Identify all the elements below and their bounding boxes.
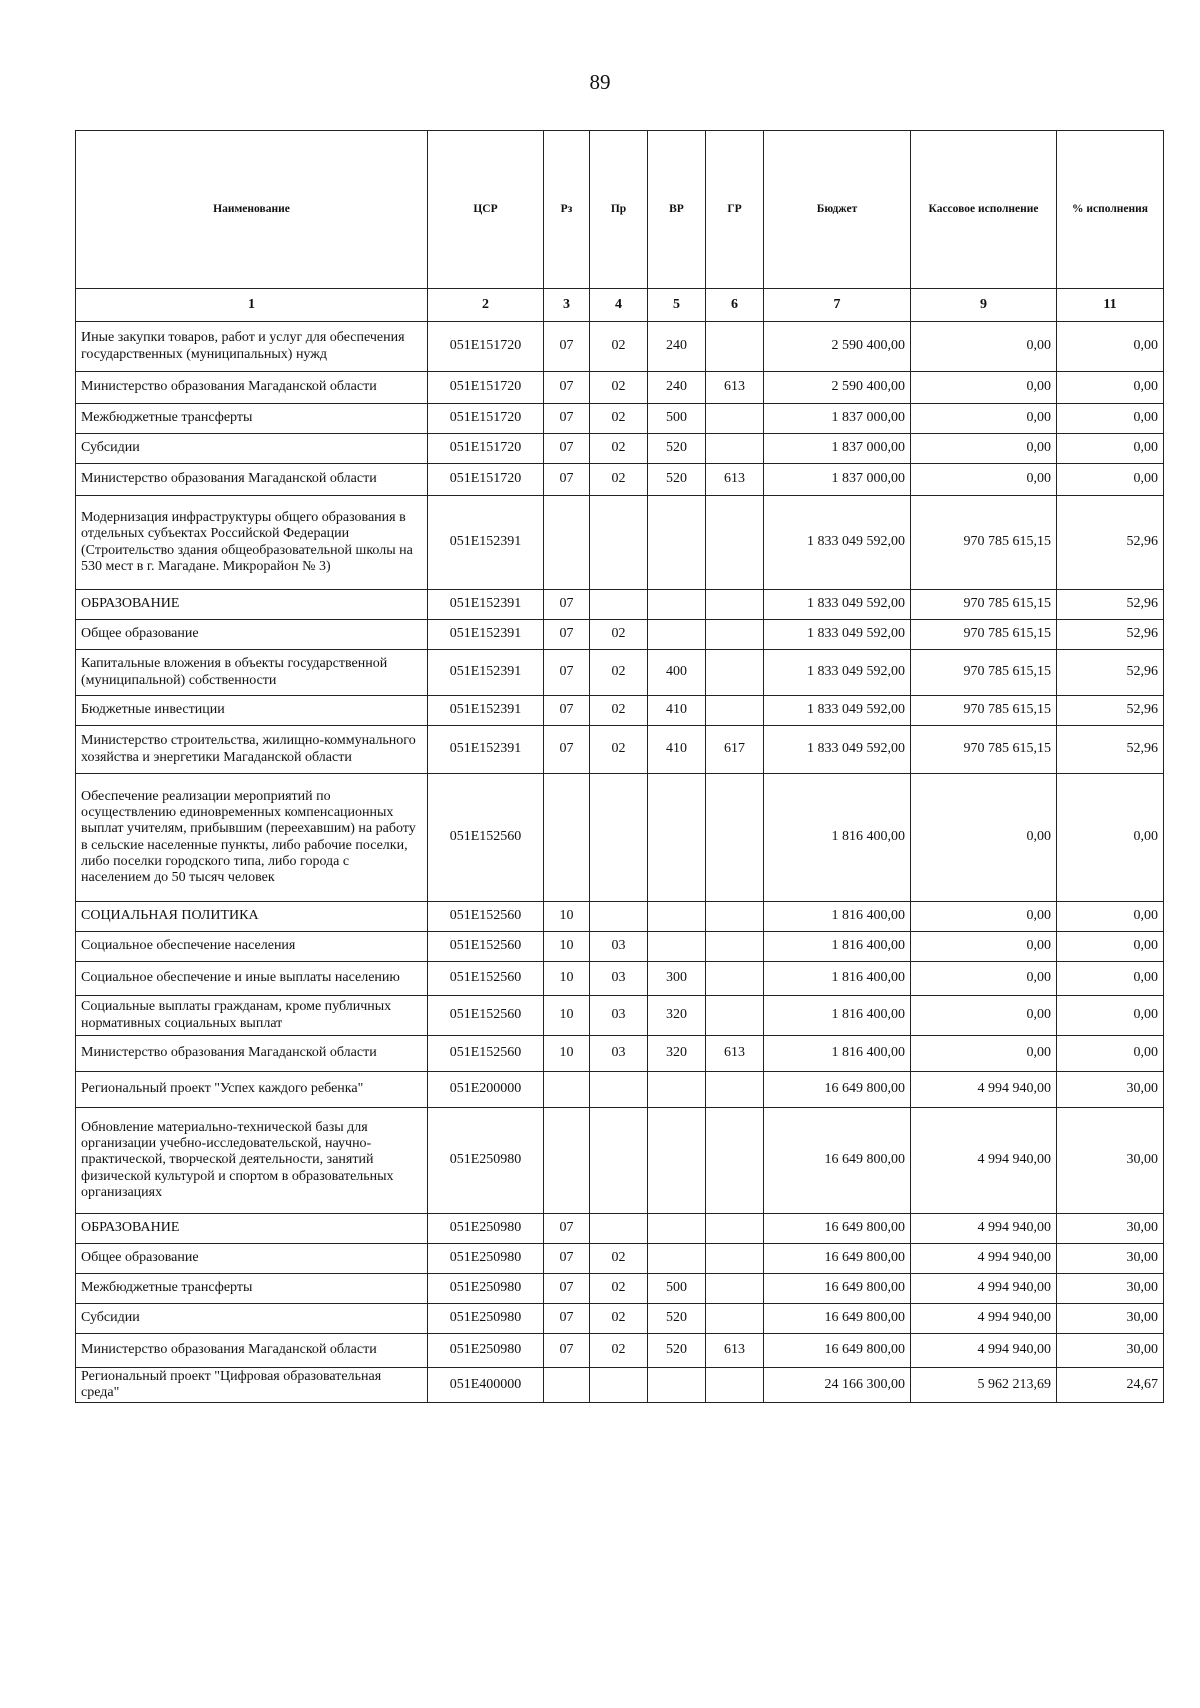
row-budget: 1 833 049 592,00: [764, 696, 911, 726]
row-vr: [648, 620, 706, 650]
row-rz: 07: [544, 464, 590, 496]
column-number: 3: [544, 289, 590, 322]
row-budget: 1 833 049 592,00: [764, 620, 911, 650]
row-pct: 30,00: [1057, 1274, 1164, 1304]
row-exec: 5 962 213,69: [911, 1368, 1057, 1403]
table-row: [76, 404, 1164, 434]
row-gr: [706, 1072, 764, 1108]
row-name: Модернизация инфраструктуры общего образования в отдельных субъектах Российской Федерации (Строительство здания общеобразовательной школы на 530 мест в г. Магадане. Микрорайон № 3): [76, 496, 428, 590]
column-number: 7: [764, 289, 911, 322]
header-pct: % исполнения: [1057, 131, 1164, 289]
row-rz: 07: [544, 1274, 590, 1304]
table-row: [76, 1334, 1164, 1368]
table-row: [76, 962, 1164, 996]
row-vr: 520: [648, 434, 706, 464]
table-body: [76, 322, 1164, 1403]
row-pct: 30,00: [1057, 1244, 1164, 1274]
row-rz: 07: [544, 434, 590, 464]
row-rz: 10: [544, 996, 590, 1036]
row-budget: 2 590 400,00: [764, 372, 911, 404]
row-budget: 16 649 800,00: [764, 1214, 911, 1244]
header-pr: Пр: [590, 131, 648, 289]
row-pct: 0,00: [1057, 322, 1164, 372]
row-rz: 10: [544, 932, 590, 962]
row-exec: 4 994 940,00: [911, 1214, 1057, 1244]
row-csr: 051E151720: [428, 434, 544, 464]
row-gr: [706, 962, 764, 996]
row-name: Социальные выплаты гражданам, кроме публичных нормативных социальных выплат: [76, 996, 428, 1036]
row-budget: 16 649 800,00: [764, 1244, 911, 1274]
row-gr: [706, 1244, 764, 1274]
row-pct: 30,00: [1057, 1334, 1164, 1368]
row-pr: 02: [590, 404, 648, 434]
row-gr: [706, 1108, 764, 1214]
row-vr: 500: [648, 1274, 706, 1304]
table-row: [76, 496, 1164, 590]
row-pct: 0,00: [1057, 372, 1164, 404]
row-pct: 0,00: [1057, 932, 1164, 962]
row-csr: 051E152391: [428, 620, 544, 650]
row-vr: 400: [648, 650, 706, 696]
table-row: [76, 620, 1164, 650]
row-exec: 0,00: [911, 322, 1057, 372]
row-budget: 1 833 049 592,00: [764, 590, 911, 620]
row-name: Субсидии: [76, 434, 428, 464]
row-vr: 240: [648, 322, 706, 372]
row-gr: [706, 932, 764, 962]
row-pct: 0,00: [1057, 1036, 1164, 1072]
row-vr: [648, 932, 706, 962]
row-name: Министерство образования Магаданской области: [76, 464, 428, 496]
row-pct: 30,00: [1057, 1072, 1164, 1108]
row-rz: 07: [544, 650, 590, 696]
row-pr: 02: [590, 372, 648, 404]
row-exec: 970 785 615,15: [911, 620, 1057, 650]
row-name: Межбюджетные трансферты: [76, 404, 428, 434]
row-csr: 051E152560: [428, 902, 544, 932]
row-budget: 1 816 400,00: [764, 996, 911, 1036]
header-csr: ЦСР: [428, 131, 544, 289]
row-csr: 051E250980: [428, 1244, 544, 1274]
row-vr: 520: [648, 1334, 706, 1368]
row-csr: 051E200000: [428, 1072, 544, 1108]
row-csr: 051E151720: [428, 404, 544, 434]
row-rz: 07: [544, 590, 590, 620]
table-row: [76, 1036, 1164, 1072]
row-csr: 051E250980: [428, 1304, 544, 1334]
row-pct: 52,96: [1057, 496, 1164, 590]
row-vr: 300: [648, 962, 706, 996]
row-budget: 16 649 800,00: [764, 1274, 911, 1304]
header-vr: ВР: [648, 131, 706, 289]
row-gr: [706, 1274, 764, 1304]
row-pct: 52,96: [1057, 590, 1164, 620]
row-name: Обеспечение реализации мероприятий по осуществлению единовременных компенсационных выплат учителям, прибывшим (переехавшим) на работу в сельские населенные пункты, либо рабочие поселки, либо поселки городского типа, либо города с населением до 50 тысяч человек: [76, 774, 428, 902]
row-pr: [590, 774, 648, 902]
row-rz: 07: [544, 1334, 590, 1368]
row-csr: 051E152560: [428, 996, 544, 1036]
row-budget: 16 649 800,00: [764, 1334, 911, 1368]
row-exec: 4 994 940,00: [911, 1304, 1057, 1334]
row-pr: 03: [590, 962, 648, 996]
row-exec: 0,00: [911, 932, 1057, 962]
row-budget: 1 837 000,00: [764, 434, 911, 464]
row-name: Общее образование: [76, 620, 428, 650]
row-exec: 970 785 615,15: [911, 496, 1057, 590]
row-pct: 0,00: [1057, 434, 1164, 464]
row-rz: 07: [544, 620, 590, 650]
row-pr: 02: [590, 1244, 648, 1274]
table-row: [76, 434, 1164, 464]
row-pct: 0,00: [1057, 404, 1164, 434]
row-pr: 02: [590, 650, 648, 696]
row-gr: 613: [706, 1334, 764, 1368]
row-name: Бюджетные инвестиции: [76, 696, 428, 726]
table-row: [76, 696, 1164, 726]
row-rz: 10: [544, 1036, 590, 1072]
row-csr: 051E152560: [428, 1036, 544, 1072]
row-pr: 02: [590, 322, 648, 372]
row-exec: 0,00: [911, 464, 1057, 496]
row-name: Иные закупки товаров, работ и услуг для обеспечения государственных (муниципальных) нужд: [76, 322, 428, 372]
row-vr: 320: [648, 1036, 706, 1072]
row-csr: 051E152391: [428, 696, 544, 726]
row-pr: 02: [590, 726, 648, 774]
table-row: [76, 372, 1164, 404]
row-vr: 320: [648, 996, 706, 1036]
row-exec: 0,00: [911, 434, 1057, 464]
table-row: [76, 1244, 1164, 1274]
row-rz: 07: [544, 404, 590, 434]
column-number: 11: [1057, 289, 1164, 322]
row-gr: [706, 902, 764, 932]
row-pct: 30,00: [1057, 1214, 1164, 1244]
row-pct: 52,96: [1057, 726, 1164, 774]
row-gr: [706, 620, 764, 650]
row-pct: 0,00: [1057, 962, 1164, 996]
table-row: [76, 1304, 1164, 1334]
table-row: [76, 1072, 1164, 1108]
row-pr: [590, 1368, 648, 1403]
row-pr: [590, 902, 648, 932]
column-number: 1: [76, 289, 428, 322]
header-rz: Рз: [544, 131, 590, 289]
row-pct: 52,96: [1057, 650, 1164, 696]
column-number: 6: [706, 289, 764, 322]
row-pr: 02: [590, 434, 648, 464]
row-gr: [706, 496, 764, 590]
row-exec: 970 785 615,15: [911, 726, 1057, 774]
row-gr: 613: [706, 372, 764, 404]
row-name: СОЦИАЛЬНАЯ ПОЛИТИКА: [76, 902, 428, 932]
row-rz: [544, 1368, 590, 1403]
row-csr: 051E152560: [428, 774, 544, 902]
row-exec: 970 785 615,15: [911, 650, 1057, 696]
row-pct: 24,67: [1057, 1368, 1164, 1403]
row-csr: 051E151720: [428, 322, 544, 372]
row-pr: [590, 496, 648, 590]
row-budget: 16 649 800,00: [764, 1108, 911, 1214]
row-pct: 52,96: [1057, 696, 1164, 726]
row-gr: [706, 996, 764, 1036]
row-pr: 02: [590, 464, 648, 496]
table-row: [76, 996, 1164, 1036]
row-name: ОБРАЗОВАНИЕ: [76, 590, 428, 620]
row-rz: 07: [544, 372, 590, 404]
row-rz: 07: [544, 696, 590, 726]
table-row: [76, 464, 1164, 496]
row-gr: 613: [706, 1036, 764, 1072]
row-exec: 4 994 940,00: [911, 1334, 1057, 1368]
column-number: 2: [428, 289, 544, 322]
row-vr: 410: [648, 696, 706, 726]
row-csr: 051E250980: [428, 1274, 544, 1304]
row-pct: 0,00: [1057, 774, 1164, 902]
table-row: [76, 1368, 1164, 1403]
row-name: Министерство образования Магаданской области: [76, 1334, 428, 1368]
budget-table: [75, 130, 1164, 1403]
row-pr: 02: [590, 1304, 648, 1334]
row-pr: [590, 590, 648, 620]
row-vr: [648, 590, 706, 620]
row-budget: 1 816 400,00: [764, 962, 911, 996]
row-exec: 0,00: [911, 404, 1057, 434]
row-pr: 02: [590, 1334, 648, 1368]
table-row: [76, 650, 1164, 696]
row-rz: [544, 1072, 590, 1108]
row-pr: 02: [590, 696, 648, 726]
row-rz: 07: [544, 726, 590, 774]
column-number: 9: [911, 289, 1057, 322]
column-number: 4: [590, 289, 648, 322]
row-gr: [706, 404, 764, 434]
row-rz: 07: [544, 1244, 590, 1274]
row-budget: 1 816 400,00: [764, 902, 911, 932]
row-pr: [590, 1072, 648, 1108]
row-exec: 0,00: [911, 996, 1057, 1036]
row-csr: 051E152391: [428, 590, 544, 620]
row-exec: 4 994 940,00: [911, 1108, 1057, 1214]
row-gr: [706, 696, 764, 726]
row-gr: 617: [706, 726, 764, 774]
row-gr: [706, 1368, 764, 1403]
row-pr: 03: [590, 996, 648, 1036]
row-csr: 051E152560: [428, 932, 544, 962]
table-row: [76, 1274, 1164, 1304]
row-name: Капитальные вложения в объекты государственной (муниципальной) собственности: [76, 650, 428, 696]
row-exec: 0,00: [911, 372, 1057, 404]
row-exec: 4 994 940,00: [911, 1072, 1057, 1108]
header-row: [76, 131, 1164, 289]
row-csr: 051E152391: [428, 726, 544, 774]
row-vr: [648, 1214, 706, 1244]
row-gr: [706, 322, 764, 372]
row-gr: [706, 1214, 764, 1244]
row-gr: [706, 1304, 764, 1334]
row-budget: 1 816 400,00: [764, 1036, 911, 1072]
row-budget: 1 833 049 592,00: [764, 496, 911, 590]
row-exec: 0,00: [911, 1036, 1057, 1072]
row-pr: 03: [590, 932, 648, 962]
row-budget: 1 837 000,00: [764, 404, 911, 434]
row-exec: 970 785 615,15: [911, 590, 1057, 620]
table-row: [76, 322, 1164, 372]
row-vr: [648, 1108, 706, 1214]
row-pr: 02: [590, 1274, 648, 1304]
row-name: Субсидии: [76, 1304, 428, 1334]
row-rz: [544, 496, 590, 590]
row-budget: 16 649 800,00: [764, 1304, 911, 1334]
row-csr: 051E152391: [428, 496, 544, 590]
row-exec: 0,00: [911, 962, 1057, 996]
row-csr: 051E400000: [428, 1368, 544, 1403]
row-pct: 30,00: [1057, 1108, 1164, 1214]
row-pr: 02: [590, 620, 648, 650]
column-number: 5: [648, 289, 706, 322]
row-name: Региональный проект "Успех каждого ребенка": [76, 1072, 428, 1108]
row-gr: [706, 590, 764, 620]
row-name: Обновление материально-технической базы для организации учебно-исследовательской, научно-практической, творческой деятельности, занятий физической культурой и спортом в образовательных организациях: [76, 1108, 428, 1214]
row-rz: 07: [544, 322, 590, 372]
row-pct: 30,00: [1057, 1304, 1164, 1334]
row-budget: 2 590 400,00: [764, 322, 911, 372]
row-budget: 1 816 400,00: [764, 774, 911, 902]
row-csr: 051E151720: [428, 464, 544, 496]
row-name: Министерство строительства, жилищно-коммунального хозяйства и энергетики Магаданской области: [76, 726, 428, 774]
row-vr: [648, 496, 706, 590]
row-csr: 051E250980: [428, 1214, 544, 1244]
row-vr: [648, 1368, 706, 1403]
header-budget: Бюджет: [764, 131, 911, 289]
row-rz: 10: [544, 962, 590, 996]
row-gr: [706, 650, 764, 696]
row-pct: 0,00: [1057, 996, 1164, 1036]
row-vr: 520: [648, 1304, 706, 1334]
row-rz: [544, 1108, 590, 1214]
row-csr: 051E151720: [428, 372, 544, 404]
header-gr: ГР: [706, 131, 764, 289]
row-pct: 52,96: [1057, 620, 1164, 650]
row-pct: 0,00: [1057, 902, 1164, 932]
row-gr: [706, 774, 764, 902]
table-row: [76, 1108, 1164, 1214]
header-name: Наименование: [76, 131, 428, 289]
row-name: Социальное обеспечение населения: [76, 932, 428, 962]
row-name: Межбюджетные трансферты: [76, 1274, 428, 1304]
row-vr: [648, 1072, 706, 1108]
row-gr: [706, 434, 764, 464]
row-exec: 4 994 940,00: [911, 1244, 1057, 1274]
row-pr: [590, 1214, 648, 1244]
row-name: Общее образование: [76, 1244, 428, 1274]
row-name: ОБРАЗОВАНИЕ: [76, 1214, 428, 1244]
table-row: [76, 932, 1164, 962]
row-vr: 410: [648, 726, 706, 774]
row-csr: 051E152391: [428, 650, 544, 696]
row-name: Министерство образования Магаданской области: [76, 1036, 428, 1072]
row-vr: [648, 774, 706, 902]
row-vr: 240: [648, 372, 706, 404]
column-number-row: [76, 289, 1164, 322]
row-budget: 16 649 800,00: [764, 1072, 911, 1108]
row-exec: 970 785 615,15: [911, 696, 1057, 726]
row-rz: [544, 774, 590, 902]
row-pr: 03: [590, 1036, 648, 1072]
page-number: 89: [589, 70, 611, 94]
row-gr: 613: [706, 464, 764, 496]
row-csr: 051E152560: [428, 962, 544, 996]
table-row: [76, 774, 1164, 902]
row-rz: 07: [544, 1304, 590, 1334]
row-exec: 4 994 940,00: [911, 1274, 1057, 1304]
row-exec: 0,00: [911, 902, 1057, 932]
row-budget: 1 833 049 592,00: [764, 726, 911, 774]
row-csr: 051E250980: [428, 1334, 544, 1368]
header-exec: Кассовое исполнение: [911, 131, 1057, 289]
row-vr: [648, 1244, 706, 1274]
row-csr: 051E250980: [428, 1108, 544, 1214]
row-budget: 1 833 049 592,00: [764, 650, 911, 696]
row-vr: 500: [648, 404, 706, 434]
row-name: Региональный проект "Цифровая образовательная среда": [76, 1368, 428, 1403]
row-pr: [590, 1108, 648, 1214]
row-vr: 520: [648, 464, 706, 496]
row-budget: 1 816 400,00: [764, 932, 911, 962]
table-row: [76, 726, 1164, 774]
row-vr: [648, 902, 706, 932]
row-budget: 24 166 300,00: [764, 1368, 911, 1403]
row-pct: 0,00: [1057, 464, 1164, 496]
table-row: [76, 590, 1164, 620]
row-exec: 0,00: [911, 774, 1057, 902]
table-row: [76, 902, 1164, 932]
row-rz: 10: [544, 902, 590, 932]
table-row: [76, 1214, 1164, 1244]
row-budget: 1 837 000,00: [764, 464, 911, 496]
row-name: Министерство образования Магаданской области: [76, 372, 428, 404]
row-rz: 07: [544, 1214, 590, 1244]
row-name: Социальное обеспечение и иные выплаты населению: [76, 962, 428, 996]
